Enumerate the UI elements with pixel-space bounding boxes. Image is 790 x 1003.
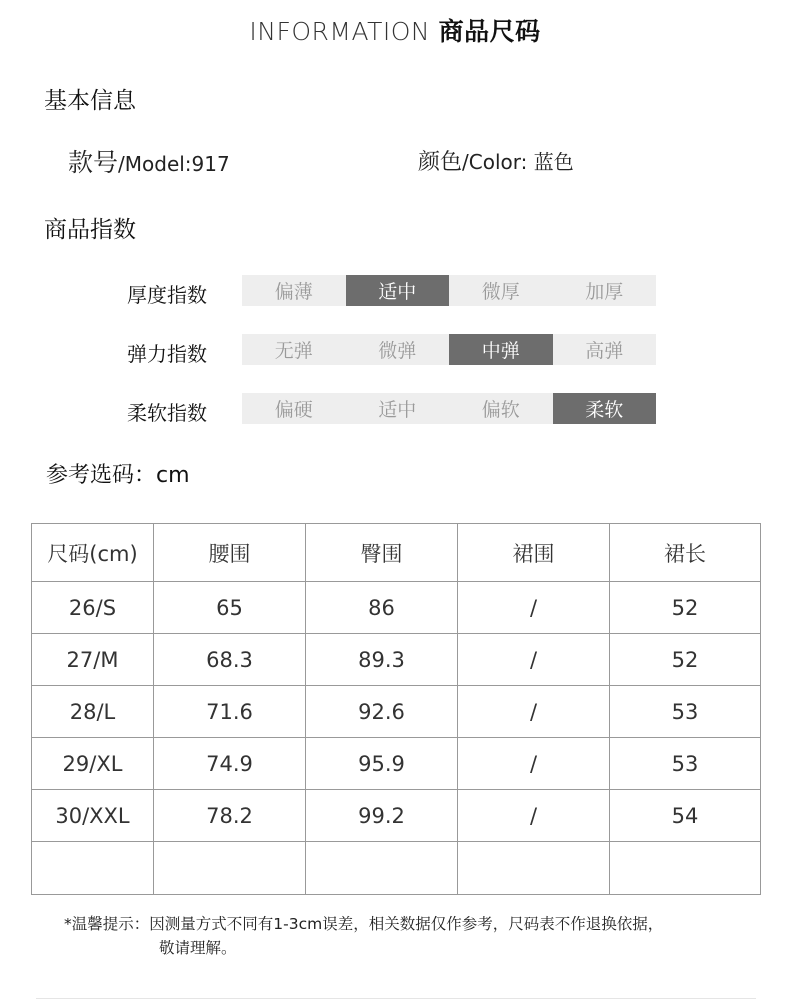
elasticity-option: 中弹 (449, 334, 553, 365)
elasticity-option: 微弹 (378, 340, 417, 362)
table-cell: 54 (610, 790, 761, 842)
table-cell: 29/XL (32, 738, 154, 790)
color-label: 颜色 (418, 150, 463, 175)
table-cell: / (458, 634, 610, 686)
table-cell: 27/M (32, 634, 154, 686)
table-cell: 53 (610, 686, 761, 738)
elasticity-option: 高弹 (585, 340, 624, 362)
color-info (418, 145, 574, 176)
thickness-option: 偏薄 (274, 281, 313, 303)
table-row (32, 582, 761, 634)
thickness-index-label: 厚度指数 (127, 283, 207, 307)
table-row (32, 634, 761, 686)
table-cell: 52 (610, 582, 761, 634)
color-value: /Color: 蓝色 (462, 150, 574, 174)
table-header-cell: 臀围 (306, 524, 458, 582)
table-row (32, 738, 761, 790)
table-header-cell: 腰围 (154, 524, 306, 582)
measurement-note (64, 912, 764, 960)
table-cell: / (458, 738, 610, 790)
table-row (32, 790, 761, 842)
table-row-empty (32, 842, 761, 895)
size-table (31, 523, 761, 895)
table-cell: / (458, 790, 610, 842)
elasticity-option: 无弹 (274, 340, 313, 362)
table-cell: 92.6 (306, 686, 458, 738)
softness-option: 适中 (378, 399, 417, 421)
table-cell (458, 842, 610, 895)
softness-option: 偏硬 (274, 399, 313, 421)
table-cell: 71.6 (154, 686, 306, 738)
table-cell: 86 (306, 582, 458, 634)
table-header-cell: 尺码(cm) (32, 524, 154, 582)
table-cell: 30/XXL (32, 790, 154, 842)
table-cell: 89.3 (306, 634, 458, 686)
table-header-cell: 裙围 (458, 524, 610, 582)
table-row (32, 686, 761, 738)
softness-index-label: 柔软指数 (127, 401, 207, 425)
table-cell: 74.9 (154, 738, 306, 790)
page-header (0, 12, 790, 48)
softness-option: 柔软 (553, 393, 657, 424)
thickness-option: 微厚 (481, 281, 520, 303)
table-cell (154, 842, 306, 895)
note-line-1: *温馨提示：因测量方式不同有1-3cm误差，相关数据仅作参考，尺码表不作退换依据， (64, 915, 664, 933)
table-cell: 68.3 (154, 634, 306, 686)
softness-option: 偏软 (481, 399, 520, 421)
table-cell (306, 842, 458, 895)
header-en: INFORMATION (249, 17, 431, 46)
bottom-divider (36, 998, 756, 999)
thickness-option: 适中 (346, 275, 450, 306)
table-cell (32, 842, 154, 895)
table-cell: 95.9 (306, 738, 458, 790)
table-cell: 52 (610, 634, 761, 686)
table-cell (610, 842, 761, 895)
table-header-row (32, 524, 761, 582)
table-cell: 26/S (32, 582, 154, 634)
table-header-cell: 裙长 (610, 524, 761, 582)
table-cell: 65 (154, 582, 306, 634)
elasticity-index-label: 弹力指数 (127, 342, 207, 366)
model-info (68, 143, 230, 179)
model-label: 款号 (68, 148, 119, 177)
table-cell: 53 (610, 738, 761, 790)
header-cn: 商品尺码 (438, 17, 541, 46)
thickness-index-bar (242, 275, 656, 306)
model-value: /Model:917 (118, 152, 230, 176)
softness-index-bar (242, 393, 656, 424)
note-line-2: 敬请理解。 (159, 939, 237, 957)
basic-info-title: 基本信息 (44, 88, 136, 114)
table-cell: 28/L (32, 686, 154, 738)
elasticity-index-bar (242, 334, 656, 365)
table-cell: 99.2 (306, 790, 458, 842)
product-index-title: 商品指数 (44, 217, 136, 243)
table-cell: / (458, 686, 610, 738)
table-cell: 78.2 (154, 790, 306, 842)
reference-size-label: 参考选码：cm (46, 463, 190, 488)
table-cell: / (458, 582, 610, 634)
thickness-option: 加厚 (585, 281, 624, 303)
